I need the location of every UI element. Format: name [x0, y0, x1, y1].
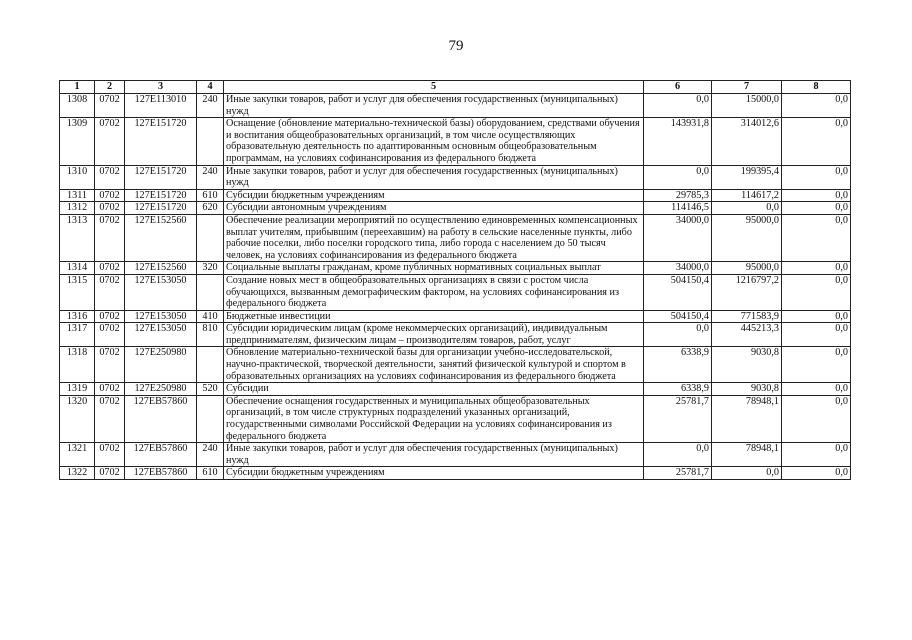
- target-article-code: 127E153050: [125, 310, 197, 323]
- amount-col-8: 0,0: [782, 467, 851, 480]
- description: Обновление материально-технической базы для организации учебно-исследовательской, научно-практической, творческой деятельности, занятий физической культурой и спортом в образовательных организациях на условиях софинансирования из федерального бюджета: [224, 347, 644, 383]
- table-row: [60, 443, 851, 467]
- section-code: 0702: [95, 383, 125, 396]
- amount-col-8: 0,0: [782, 347, 851, 383]
- description: Субсидии бюджетным учреждениям: [224, 189, 644, 202]
- description: Обеспечение реализации мероприятий по осуществлению единовременных компенсационных выплат учителям, прибывшим (переехавшим) на работу в сельские населенные пункты, либо рабочие поселки, либо поселки городского типа, либо города с населением до 50 тысяч человек, на условиях софинансирования из федерального бюджета: [224, 214, 644, 261]
- table-row: [60, 383, 851, 396]
- page-number: 79: [448, 38, 464, 54]
- expense-type-code: 610: [197, 467, 224, 480]
- target-article-code: 127E152560: [125, 262, 197, 275]
- column-header: 8: [782, 81, 851, 94]
- amount-col-8: 0,0: [782, 94, 851, 118]
- target-article-code: 127E250980: [125, 383, 197, 396]
- expense-type-code: 620: [197, 202, 224, 215]
- table-row: [60, 467, 851, 480]
- expense-type-code: 240: [197, 94, 224, 118]
- target-article-code: 127E153050: [125, 323, 197, 347]
- amount-col-6: 25781,7: [644, 467, 712, 480]
- description: Бюджетные инвестиции: [224, 310, 644, 323]
- table-row: [60, 347, 851, 383]
- row-number: 1322: [60, 467, 95, 480]
- amount-col-7: 314012,6: [712, 118, 782, 165]
- row-number: 1316: [60, 310, 95, 323]
- amount-col-7: 771583,9: [712, 310, 782, 323]
- amount-col-7: 0,0: [712, 202, 782, 215]
- amount-col-6: 29785,3: [644, 189, 712, 202]
- row-number: 1312: [60, 202, 95, 215]
- description: Субсидии: [224, 383, 644, 396]
- amount-col-6: 504150,4: [644, 274, 712, 310]
- description: Субсидии автономным учреждениям: [224, 202, 644, 215]
- description: Создание новых мест в общеобразовательных организациях в связи с ростом числа обучающихся, вызванным демографическим фактором, на условиях софинансирования из федерального бюджета: [224, 274, 644, 310]
- amount-col-8: 0,0: [782, 443, 851, 467]
- amount-col-6: 6338,9: [644, 347, 712, 383]
- table-row: [60, 214, 851, 261]
- amount-col-7: 95000,0: [712, 262, 782, 275]
- amount-col-7: 15000,0: [712, 94, 782, 118]
- amount-col-8: 0,0: [782, 323, 851, 347]
- target-article-code: 127EB57860: [125, 443, 197, 467]
- row-number: 1313: [60, 214, 95, 261]
- table-row: [60, 202, 851, 215]
- header-row: [60, 81, 851, 94]
- amount-col-8: 0,0: [782, 262, 851, 275]
- table-row: [60, 165, 851, 189]
- expense-type-code: 810: [197, 323, 224, 347]
- amount-col-6: 6338,9: [644, 383, 712, 396]
- amount-col-8: 0,0: [782, 165, 851, 189]
- amount-col-7: 0,0: [712, 467, 782, 480]
- section-code: 0702: [95, 274, 125, 310]
- table-row: [60, 94, 851, 118]
- column-header: 7: [712, 81, 782, 94]
- section-code: 0702: [95, 214, 125, 261]
- amount-col-6: 0,0: [644, 165, 712, 189]
- column-header: 4: [197, 81, 224, 94]
- expense-type-code: 410: [197, 310, 224, 323]
- expense-type-code: 320: [197, 262, 224, 275]
- row-number: 1311: [60, 189, 95, 202]
- amount-col-6: 114146,5: [644, 202, 712, 215]
- amount-col-6: 34000,0: [644, 262, 712, 275]
- target-article-code: 127E152560: [125, 214, 197, 261]
- expense-type-code: 240: [197, 165, 224, 189]
- row-number: 1317: [60, 323, 95, 347]
- amount-col-7: 445213,3: [712, 323, 782, 347]
- table-row: [60, 274, 851, 310]
- amount-col-8: 0,0: [782, 214, 851, 261]
- row-number: 1314: [60, 262, 95, 275]
- amount-col-8: 0,0: [782, 202, 851, 215]
- section-code: 0702: [95, 467, 125, 480]
- amount-col-7: 114617,2: [712, 189, 782, 202]
- row-number: 1310: [60, 165, 95, 189]
- section-code: 0702: [95, 443, 125, 467]
- expense-type-code: 520: [197, 383, 224, 396]
- description: Субсидии бюджетным учреждениям: [224, 467, 644, 480]
- amount-col-8: 0,0: [782, 395, 851, 442]
- target-article-code: 127E153050: [125, 274, 197, 310]
- description: Иные закупки товаров, работ и услуг для обеспечения государственных (муниципальных) нужд: [224, 443, 644, 467]
- description: Оснащение (обновление материально-технической базы) оборудованием, средствами обучения и воспитания общеобразовательных организаций, в том числе осуществляющих образовательную деятельность по адаптированным основным общеобразовательным программам, на условиях софинансирования из федерального бюджета: [224, 118, 644, 165]
- amount-col-7: 78948,1: [712, 443, 782, 467]
- amount-col-8: 0,0: [782, 189, 851, 202]
- description: Социальные выплаты гражданам, кроме публичных нормативных социальных выплат: [224, 262, 644, 275]
- target-article-code: 127EB57860: [125, 467, 197, 480]
- section-code: 0702: [95, 395, 125, 442]
- target-article-code: 127E151720: [125, 202, 197, 215]
- amount-col-7: 199395,4: [712, 165, 782, 189]
- description: Иные закупки товаров, работ и услуг для обеспечения государственных (муниципальных) нужд: [224, 94, 644, 118]
- amount-col-7: 95000,0: [712, 214, 782, 261]
- row-number: 1319: [60, 383, 95, 396]
- target-article-code: 127E113010: [125, 94, 197, 118]
- section-code: 0702: [95, 94, 125, 118]
- row-number: 1318: [60, 347, 95, 383]
- column-header: 6: [644, 81, 712, 94]
- section-code: 0702: [95, 323, 125, 347]
- expense-type-code: [197, 274, 224, 310]
- target-article-code: 127E151720: [125, 118, 197, 165]
- table-row: [60, 323, 851, 347]
- expense-type-code: [197, 118, 224, 165]
- expense-type-code: [197, 395, 224, 442]
- expense-type-code: [197, 347, 224, 383]
- amount-col-8: 0,0: [782, 383, 851, 396]
- amount-col-6: 504150,4: [644, 310, 712, 323]
- column-header: 3: [125, 81, 197, 94]
- section-code: 0702: [95, 262, 125, 275]
- amount-col-7: 78948,1: [712, 395, 782, 442]
- target-article-code: 127E250980: [125, 347, 197, 383]
- amount-col-6: 25781,7: [644, 395, 712, 442]
- amount-col-6: 0,0: [644, 443, 712, 467]
- section-code: 0702: [95, 347, 125, 383]
- description: Субсидии юридическим лицам (кроме некоммерческих организаций), индивидуальным предпринимателям, физическим лицам – производителям товаров, работ, услуг: [224, 323, 644, 347]
- table-row: [60, 395, 851, 442]
- section-code: 0702: [95, 118, 125, 165]
- table-row: [60, 310, 851, 323]
- column-header: 5: [224, 81, 644, 94]
- amount-col-8: 0,0: [782, 310, 851, 323]
- section-code: 0702: [95, 310, 125, 323]
- amount-col-7: 9030,8: [712, 383, 782, 396]
- table-row: [60, 262, 851, 275]
- row-number: 1321: [60, 443, 95, 467]
- amount-col-8: 0,0: [782, 118, 851, 165]
- expense-type-code: 610: [197, 189, 224, 202]
- budget-table: [59, 80, 851, 480]
- row-number: 1320: [60, 395, 95, 442]
- amount-col-6: 34000,0: [644, 214, 712, 261]
- section-code: 0702: [95, 165, 125, 189]
- description: Обеспечение оснащения государственных и муниципальных общеобразовательных организаций, в том числе структурных подразделений указанных организаций, государственными символами Российской Федерации на условиях софинансирования из федерального бюджета: [224, 395, 644, 442]
- expense-type-code: 240: [197, 443, 224, 467]
- amount-col-7: 1216797,2: [712, 274, 782, 310]
- table-row: [60, 118, 851, 165]
- table-row: [60, 189, 851, 202]
- section-code: 0702: [95, 202, 125, 215]
- target-article-code: 127E151720: [125, 165, 197, 189]
- amount-col-7: 9030,8: [712, 347, 782, 383]
- expense-type-code: [197, 214, 224, 261]
- amount-col-6: 0,0: [644, 94, 712, 118]
- column-header: 1: [60, 81, 95, 94]
- section-code: 0702: [95, 189, 125, 202]
- description: Иные закупки товаров, работ и услуг для обеспечения государственных (муниципальных) нужд: [224, 165, 644, 189]
- amount-col-8: 0,0: [782, 274, 851, 310]
- amount-col-6: 0,0: [644, 323, 712, 347]
- target-article-code: 127EB57860: [125, 395, 197, 442]
- amount-col-6: 143931,8: [644, 118, 712, 165]
- row-number: 1308: [60, 94, 95, 118]
- row-number: 1315: [60, 274, 95, 310]
- target-article-code: 127E151720: [125, 189, 197, 202]
- row-number: 1309: [60, 118, 95, 165]
- column-header: 2: [95, 81, 125, 94]
